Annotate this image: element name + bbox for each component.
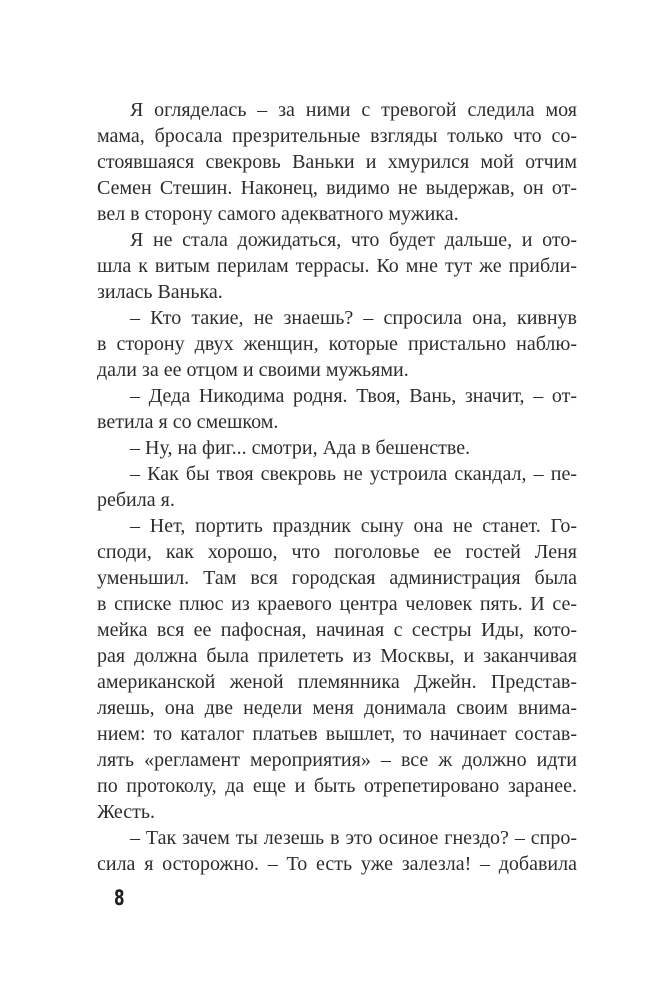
text-block xyxy=(97,97,577,877)
text-line: уменьшил. Там вся городская администрация была xyxy=(97,567,577,589)
text-line: ветила я со смешком. xyxy=(97,411,279,433)
text-line: мама, бросала презрительные взгляды только что со- xyxy=(97,125,577,147)
paragraph xyxy=(97,97,577,227)
text-line: – Кто такие, не знаешь? – спросила она, кивнув xyxy=(130,307,577,329)
text-line: шла к витым перилам террасы. Ко мне тут же прибли- xyxy=(97,255,577,277)
paragraph xyxy=(97,461,577,513)
text-line: – Ну, на фиг... смотри, Ада в бешенстве. xyxy=(130,437,471,459)
paragraph xyxy=(97,513,577,825)
text-line: мейка вся ее пафосная, начиная с сестры Иды, кото- xyxy=(97,619,577,641)
text-line: в сторону двух женщин, которые пристально наблю- xyxy=(97,333,577,355)
text-line: в списке плюс из краевого центра человек пять. И се- xyxy=(97,593,577,615)
paragraph xyxy=(97,435,577,461)
text-line: – Как бы твоя свекровь не устроила скандал, – пе- xyxy=(130,463,577,485)
text-line: сила я осторожно. – То есть уже залезла! – добавила xyxy=(97,853,577,875)
text-line: вел в сторону самого адекватного мужика. xyxy=(97,203,459,225)
text-line: лять «регламент мероприятия» – все ж должно идти xyxy=(97,749,577,771)
text-line: ляешь, она две недели меня донимала своим внима- xyxy=(97,697,577,719)
text-line: – Деда Никодима родня. Твоя, Вань, значит, – от- xyxy=(130,385,577,407)
paragraph xyxy=(97,305,577,383)
text-line: ребила я. xyxy=(97,489,175,511)
text-line: нием: то каталог платьев вышлет, то начинает состав- xyxy=(97,723,577,745)
text-line: – Так зачем ты лезешь в это осиное гнездо? – спро- xyxy=(130,827,577,849)
text-line: Семен Стешин. Наконец, видимо не выдержав, он от- xyxy=(97,177,577,199)
text-line: зилась Ванька. xyxy=(97,281,223,303)
paragraph xyxy=(97,227,577,305)
paragraph xyxy=(97,825,577,877)
text-line: рая должна была прилететь из Москвы, и заканчивая xyxy=(97,645,577,667)
text-line: Я огляделась – за ними с тревогой следила моя xyxy=(130,99,577,121)
text-line: дали за ее отцом и своими мужьями. xyxy=(97,359,409,381)
text-line: – Нет, портить праздник сыну она не станет. Го- xyxy=(130,515,577,537)
text-line: по протоколу, да еще и быть отрепетировано заранее. xyxy=(97,775,577,797)
text-line: американской женой племянника Джейн. Представ- xyxy=(97,671,577,693)
text-line: споди, как хорошо, что поголовье ее гостей Леня xyxy=(97,541,577,563)
text-line: Жесть. xyxy=(97,801,156,823)
text-line: стоявшаяся свекровь Ваньки и хмурился мой отчим xyxy=(97,151,577,173)
text-line: Я не стала дожидаться, что будет дальше, и ото- xyxy=(130,229,577,251)
paragraph xyxy=(97,383,577,435)
page-number: 8 xyxy=(114,886,125,910)
